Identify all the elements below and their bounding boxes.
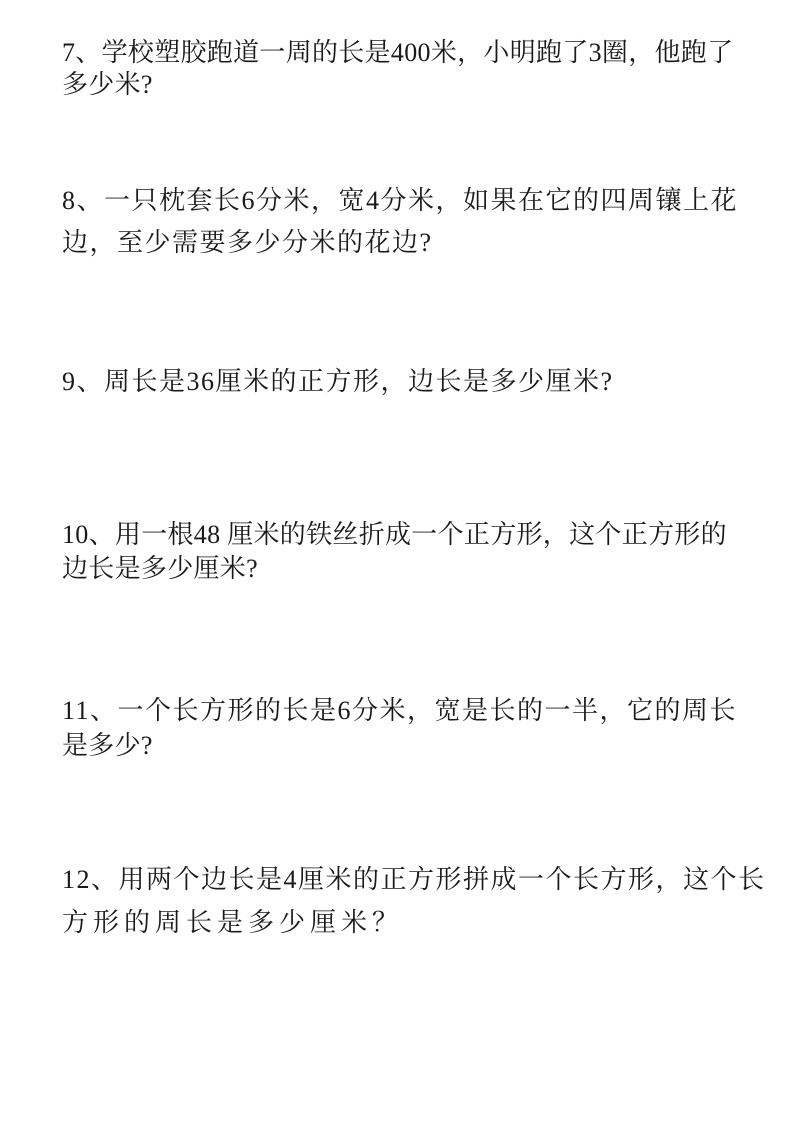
problem-7 [62,37,768,101]
problem-10-line-1: 10、用一根48 厘米的铁丝折成一个正方形，这个正方形的 [62,520,727,549]
problem-12 [62,858,768,944]
problem-11-line-2: 是多少? [62,731,153,760]
problem-8 [62,180,768,264]
problem-10 [62,518,768,586]
problem-9-line-1: 9、周长是36厘米的正方形，边长是多少厘米? [62,367,614,396]
problem-12-line-1: 12、用两个边长是4厘米的正方形拼成一个长方形，这个长 [62,865,766,894]
problem-8-line-2: 边，至少需要多少分米的花边? [62,228,433,257]
problem-8-line-1: 8、一只枕套长6分米，宽4分米，如果在它的四周镶上花 [62,186,739,215]
problem-9 [62,366,768,398]
problem-7-line-1: 7、学校塑胶跑道一周的长是400米，小明跑了3圈，他跑了 [62,38,734,67]
problem-11-line-1: 11、一个长方形的长是6分米，宽是长的一半，它的周长 [62,696,738,725]
problem-12-line-2: 方形的周长是多少厘米？ [62,908,404,937]
problem-7-line-2: 多少米? [62,70,153,99]
problem-11 [62,693,768,763]
problem-10-line-2: 边长是多少厘米? [62,554,258,583]
